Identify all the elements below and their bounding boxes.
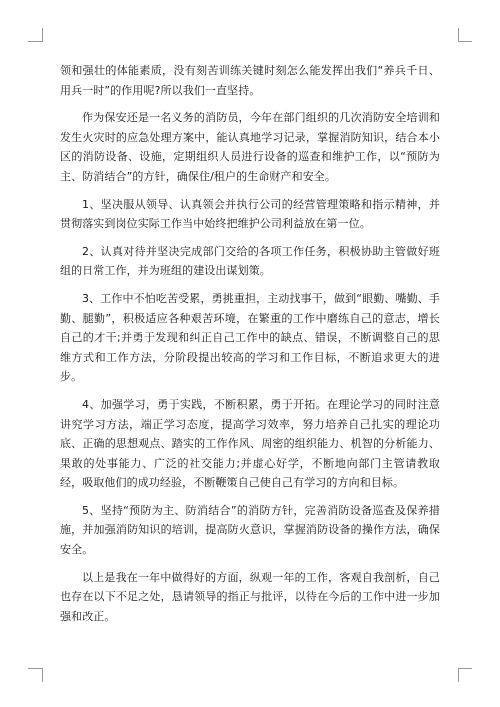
- paragraph-5: 3、工作中不怕吃苦受累，勇挑重担，主动找事干，做到“眼勤、嘴勤、手勤、腿勤”，积极适应各种艰苦环境，在繁重的工作中磨练自己的意志，增长自己的才干;并勇于发现和纠正自己工作中的缺点、错误，不断调整自己的思维方式和工作方法，分阶段提出较高的学习和工作目标，不断追求更大的进步。: [60, 291, 440, 384]
- document-body: [60, 61, 440, 634]
- crop-mark-top-right-h: [458, 41, 472, 42]
- crop-mark-bottom-left-v: [42, 668, 43, 682]
- crop-mark-top-left-v: [42, 28, 43, 42]
- crop-mark-top-left-h: [28, 41, 42, 42]
- crop-mark-bottom-right-v: [458, 668, 459, 682]
- paragraph-4: 2、认真对待并坚决完成部门交给的各项工作任务，积极协助主管做好班组的日常工作，并为班组的建设出谋划策。: [60, 244, 440, 278]
- paragraph-7: 5、坚持“预防为主、防消结合”的消防方针，完善消防设备巡查及保养措施，并加强消防知识的培训，提高防火意识，掌握消防设备的操作方法，确保安全。: [60, 503, 440, 557]
- paragraph-3: 1、坚决服从领导、认真领会并执行公司的经营管理策略和指示精神，并贯彻落实到岗位实际工作当中始终把维护公司利益放在第一位。: [60, 197, 440, 231]
- paragraph-6: 4、加强学习，勇于实践，不断积累，勇于开拓。在理论学习的同时注意讲究学习方法，端正学习态度，提高学习效率，努力培养自己扎实的理论功底、正确的思想观点、踏实的工作作风、周密的组织能力、机智的分析能力、果敢的处事能力、广泛的社交能力;并虚心好学，不断地向部门主管请教取经，吸取他们的成功经验，不断鞭策自己使自己有学习的方向和目标。: [60, 397, 440, 490]
- paragraph-8: 以上是我在一年中做得好的方面，纵观一年的工作，客观自我剖析，自己也存在以下不足之处，恳请领导的指正与批评，以待在今后的工作中进一步加强和改正。: [60, 570, 440, 623]
- crop-mark-top-right-v: [458, 28, 459, 42]
- paragraph-1: 领和强壮的体能素质，没有刻苦训练关键时刻怎么能发挥出我们“养兵千日、用兵一时”的作用呢?所以我们一直坚持。: [60, 64, 440, 97]
- paragraph-2: 作为保安还是一名义务的消防员，今年在部门组织的几次消防安全培训和发生火灾时的应急处理方案中，能认真地学习记录，掌握消防知识，结合本小区的消防设备、设施，定期组织人员进行设备的巡查和维护工作，以“预防为主、防消结合”的方针，确保住/租户的生命财产和安全。: [60, 111, 440, 183]
- crop-mark-bottom-left-h: [28, 668, 42, 669]
- crop-mark-bottom-right-h: [458, 668, 472, 669]
